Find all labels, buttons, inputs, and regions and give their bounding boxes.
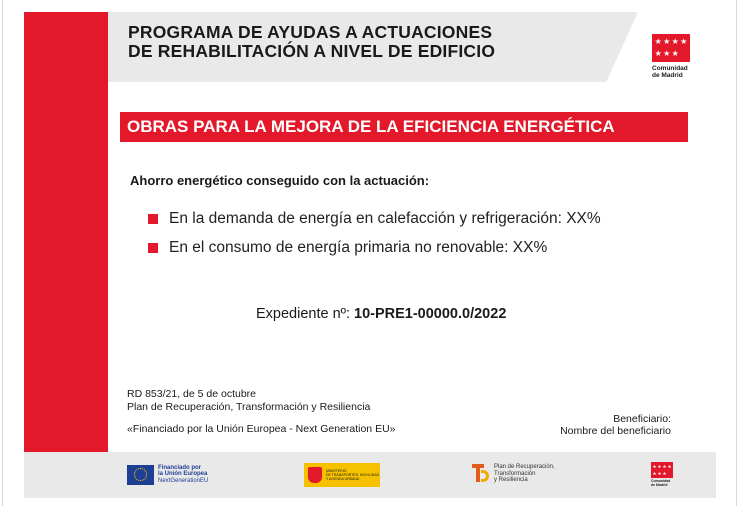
logo-name-line2: de Madrid	[652, 72, 683, 79]
recovery-plan-logo	[472, 464, 555, 484]
decree-text: RD 853/21, de 5 de octubre	[127, 388, 257, 400]
star-icon: ★	[671, 37, 679, 46]
star-icon: ★	[662, 464, 667, 469]
cm-line1: Comunidad	[651, 479, 671, 483]
star-icon: ★	[654, 37, 662, 46]
cm-line2: de Madrid	[651, 483, 668, 487]
beneficiary-label: Beneficiario:	[613, 413, 671, 425]
eu-logo-text	[158, 465, 208, 485]
red-square-bullet-icon	[148, 243, 158, 253]
expediente-number	[256, 306, 506, 322]
star-icon: ★	[652, 464, 657, 469]
tr-mark-icon	[472, 464, 490, 484]
list-item	[148, 238, 601, 257]
star-icon: ★	[654, 49, 662, 58]
savings-item-text: En la demanda de energía en calefacción y refrigeración: XX%	[169, 210, 601, 227]
frame-line-left	[2, 0, 3, 506]
eu-line3: NextGenerationEU	[158, 477, 209, 484]
gov-line2: DE TRANSPORTES, MOVILIDAD	[326, 473, 380, 477]
beneficiary-block	[560, 413, 671, 437]
subtitle-banner: OBRAS PARA LA MEJORA DE LA EFICIENCIA ENERGÉTICA	[120, 112, 688, 142]
gov-logo-text	[326, 469, 379, 481]
star-icon: ★	[663, 49, 671, 58]
savings-item-text: En el consumo de energía primaria no renovable: XX%	[169, 239, 548, 256]
government-of-spain-logo	[304, 463, 380, 487]
gov-line3: Y AGENDA URBANA	[326, 477, 360, 481]
program-title-line1: PROGRAMA DE AYUDAS A ACTUACIONES	[128, 22, 493, 42]
prtr-line1: Plan de Recuperación,	[494, 464, 555, 471]
plan-text: Plan de Recuperación, Transformación y Resiliencia	[127, 401, 371, 413]
star-icon: ★	[657, 464, 662, 469]
madrid-flag-icon	[651, 462, 673, 478]
star-icon: ★	[667, 464, 672, 469]
prtr-logo-text	[494, 464, 555, 484]
eu-stars-icon	[134, 468, 147, 481]
prtr-line3: y Resiliencia	[494, 477, 528, 484]
red-square-bullet-icon	[148, 214, 158, 224]
eu-line1: Financiado por	[158, 464, 202, 471]
logo-name-line1: Comunidad	[652, 65, 688, 72]
gov-line1: MINISTERIO	[326, 469, 347, 473]
comunidad-de-madrid-small-logo	[651, 462, 673, 487]
financing-text: «Financiado por la Unión Europea - Next Generation EU»	[127, 423, 396, 435]
madrid-flag-icon	[652, 34, 690, 62]
red-side-bar	[24, 12, 108, 452]
comunidad-de-madrid-logo	[652, 34, 690, 79]
coat-of-arms-icon	[308, 467, 322, 483]
eu-funding-logo	[127, 464, 208, 485]
eu-line2: la Unión Europea	[158, 471, 208, 478]
expediente-value: 10-PRE1-00000.0/2022	[354, 306, 507, 322]
prtr-line2: Transformación	[494, 470, 536, 477]
star-icon: ★	[663, 37, 671, 46]
star-icon: ★	[671, 49, 679, 58]
savings-heading: Ahorro energético conseguido con la actuación:	[130, 173, 430, 188]
logo-text	[652, 65, 690, 79]
star-icon: ★	[680, 37, 688, 46]
legal-notice	[127, 388, 396, 436]
program-title-line2: DE REHABILITACIÓN A NIVEL DE EDIFICIO	[128, 41, 496, 61]
star-icon: ★	[652, 471, 657, 476]
eu-flag-icon	[127, 465, 154, 485]
frame-line-right	[736, 0, 737, 506]
footer-logo-band	[24, 452, 716, 498]
program-title	[128, 23, 495, 61]
beneficiary-name: Nombre del beneficiario	[560, 425, 671, 437]
star-icon: ★	[662, 471, 667, 476]
savings-list	[148, 209, 601, 267]
list-item	[148, 209, 601, 228]
cm-small-text	[651, 479, 673, 487]
expediente-label: Expediente nº:	[256, 306, 350, 322]
star-icon: ★	[657, 471, 662, 476]
